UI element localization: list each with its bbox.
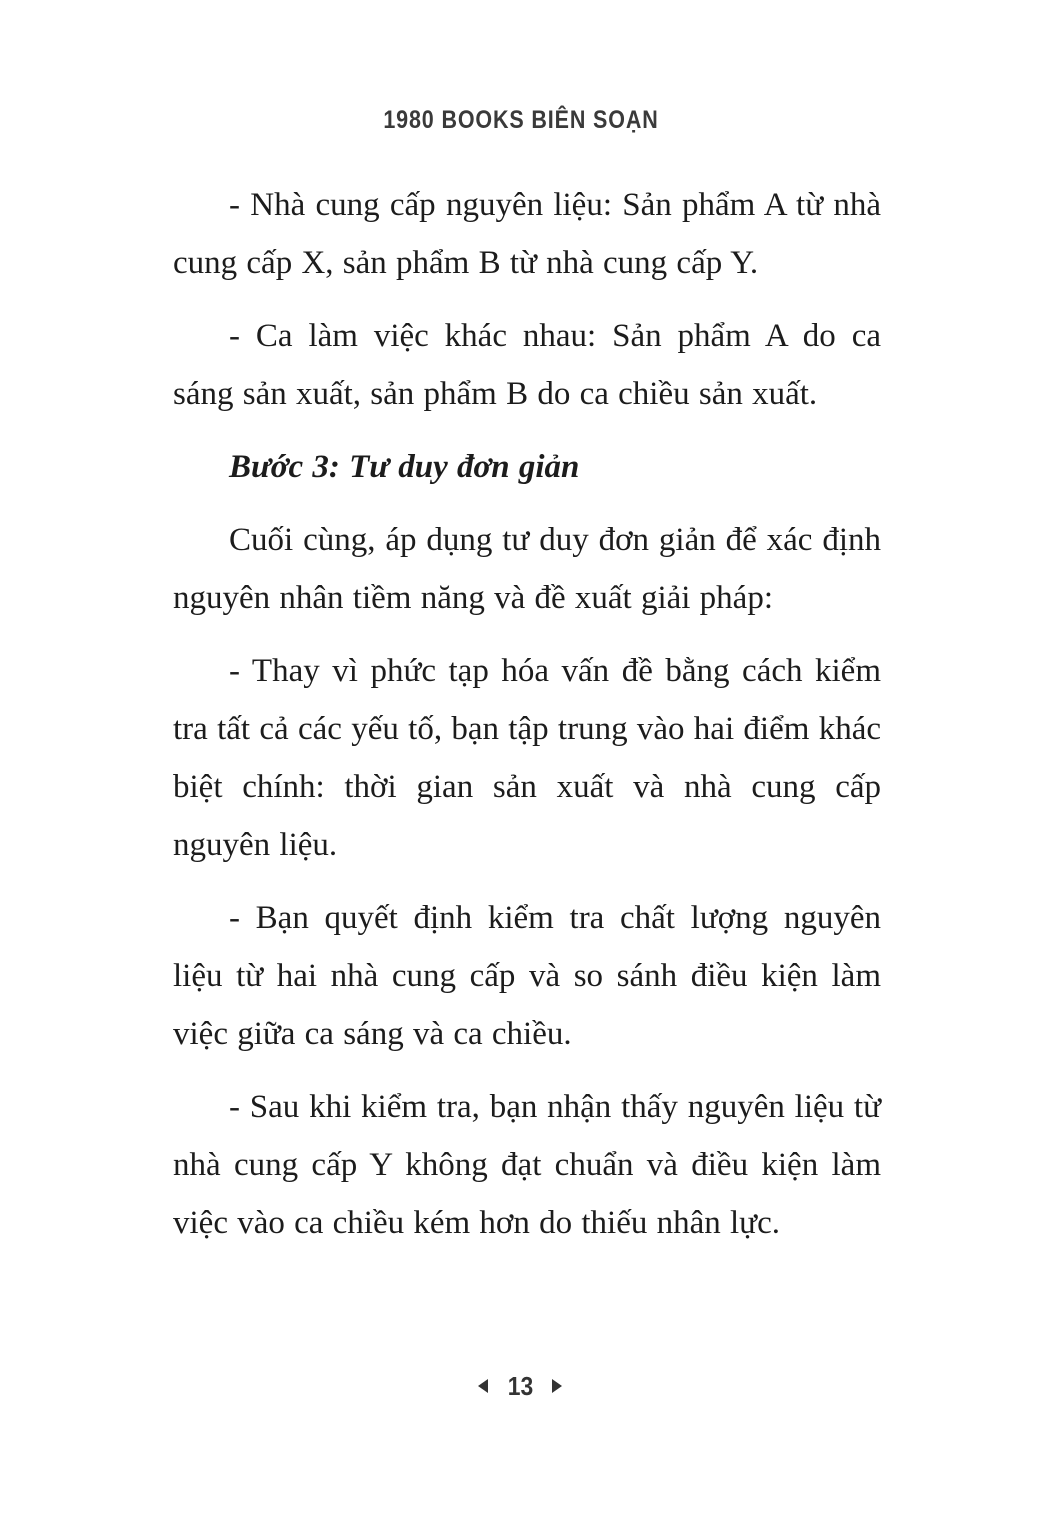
- triangle-right-icon: [552, 1379, 562, 1393]
- body-text: [173, 176, 881, 1267]
- step-heading: Bước 3: Tư duy đơn giản: [229, 449, 580, 485]
- paragraph-supplier: - Nhà cung cấp nguyên liệu: Sản phẩm A từ nhà cung cấp X, sản phẩm B từ nhà cung cấp Y.: [173, 187, 881, 281]
- paragraph-result: - Sau khi kiểm tra, bạn nhận thấy nguyên liệu từ nhà cung cấp Y không đạt chuẩn và điều kiện làm việc vào ca chiều kém hơn do thiếu nhân lực.: [173, 1089, 881, 1241]
- paragraph-intro: Cuối cùng, áp dụng tư duy đơn giản để xác định nguyên nhân tiềm năng và đề xuất giải pháp:: [173, 522, 881, 616]
- page-number: 13: [507, 1370, 533, 1401]
- paragraph-focus: - Thay vì phức tạp hóa vấn đề bằng cách kiểm tra tất cả các yếu tố, bạn tập trung vào hai điểm khác biệt chính: thời gian sản xuất và nhà cung cấp nguyên liệu.: [173, 653, 881, 863]
- paragraph-shift: - Ca làm việc khác nhau: Sản phẩm A do ca sáng sản xuất, sản phẩm B do ca chiều sản xuất.: [173, 318, 881, 412]
- page-footer: [0, 1366, 1040, 1406]
- running-header: 1980 BOOKS BIÊN SOẠN: [383, 106, 659, 134]
- triangle-left-icon: [478, 1379, 488, 1393]
- paragraph-decision: - Bạn quyết định kiểm tra chất lượng nguyên liệu từ hai nhà cung cấp và so sánh điều kiện làm việc giữa ca sáng và ca chiều.: [173, 900, 881, 1052]
